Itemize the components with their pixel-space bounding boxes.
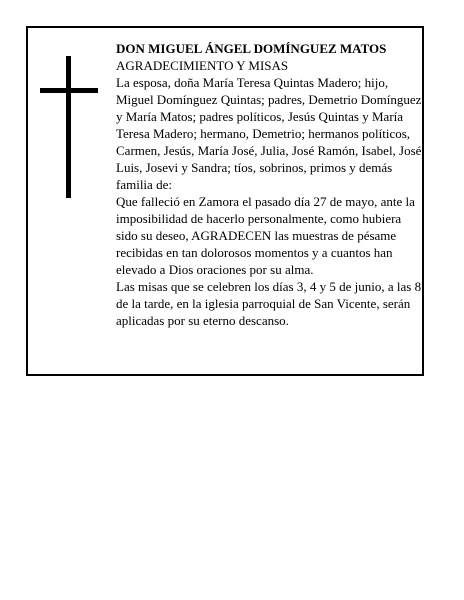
family-paragraph: La esposa, doña María Teresa Quintas Madero; hijo, Miguel Domínguez Quintas; padres, Demetrio Domínguez y María Matos; padres políticos, Jesús Quintas y María Teresa Madero; hermano, Demetrio; hermanos políticos, Carmen, Jesús, María José, Julia, José Ramón, Isabel, José Luis, Josevi y Sandra; tíos, sobrinos, primos y demás familia de: [116,75,422,192]
notice-text-block [116,40,426,329]
obituary-notice-frame [26,26,424,376]
cross-horizontal-bar [40,88,98,93]
latin-cross-icon [40,56,98,198]
cross-vertical-bar [66,56,71,198]
gratitude-paragraph: Que falleció en Zamora el pasado día 27 de mayo, ante la imposibilidad de hacerlo personalmente, como hubiera sido su deseo, AGRADECEN las muestras de pésame recibidas en tan dolorosos momentos y a cuantos han elevado a Dios oraciones por su alma. [116,194,415,277]
notice-subtitle: AGRADECIMIENTO Y MISAS [116,58,289,73]
masses-paragraph: Las misas que se celebren los días 3, 4 y 5 de junio, a las 8 de la tarde, en la iglesia parroquial de San Vicente, serán aplicadas por su eterno descanso. [116,279,422,328]
deceased-name: DON MIGUEL ÁNGEL DOMÍNGUEZ MATOS [116,41,387,56]
